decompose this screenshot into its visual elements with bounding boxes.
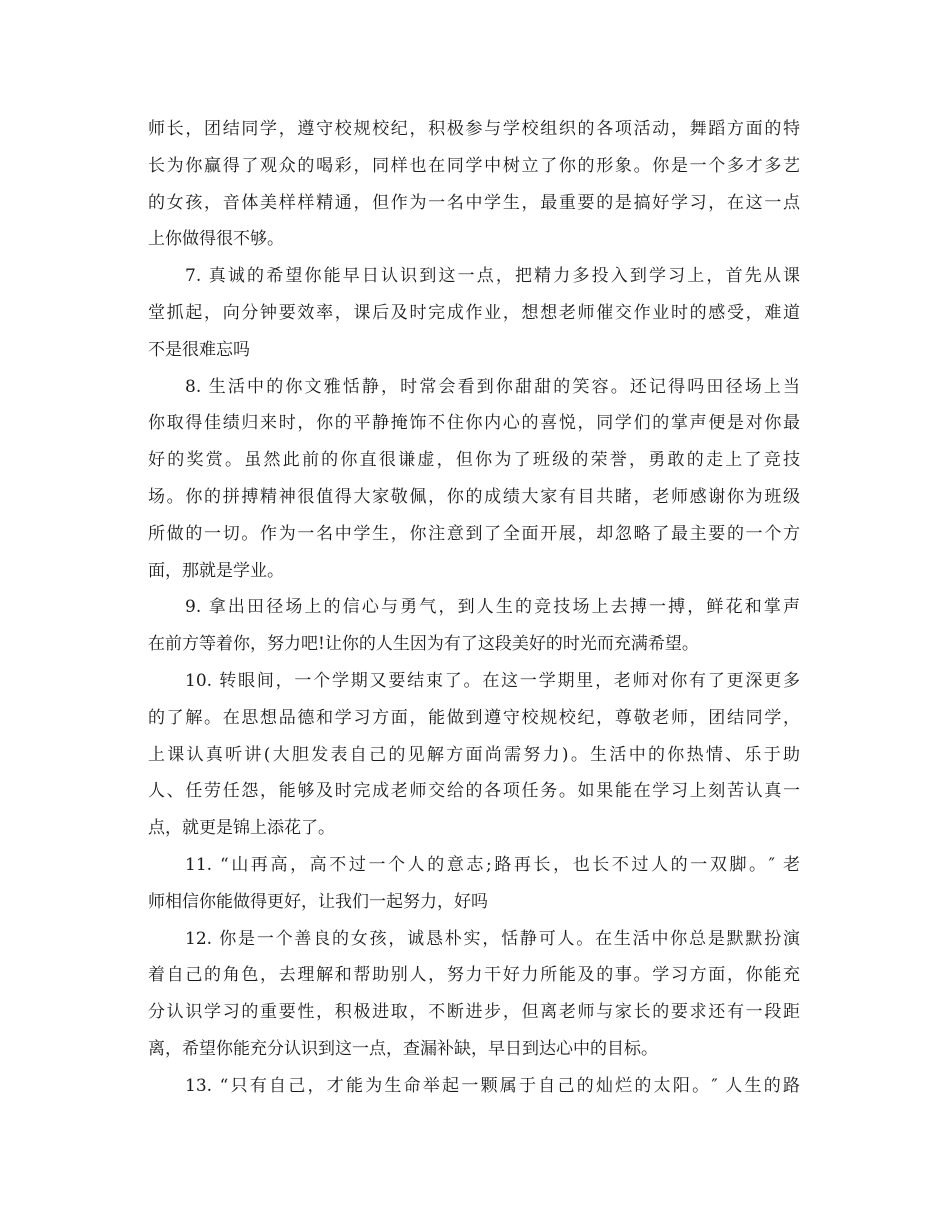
paragraph-line: 人、任劳任怨，能够及时完成老师交给的各项任务。如果能在学习上刻苦认真一 xyxy=(148,781,800,802)
paragraph-line: 7. 真诚的希望你能早日认识到这一点，把精力多投入到学习上，首先从课 xyxy=(185,266,800,287)
paragraph-line: 面，那就是学业。 xyxy=(148,560,284,581)
paragraph-line: 8. 生活中的你文雅恬静，时常会看到你甜甜的笑容。还记得吗田径场上当 xyxy=(185,376,800,397)
paragraph-line: 9. 拿出田径场上的信心与勇气，到人生的竞技场上去搏一搏，鲜花和掌声 xyxy=(185,597,800,618)
paragraph-line: 场。你的拼搏精神很值得大家敬佩，你的成绩大家有目共睹，老师感谢你为班级 xyxy=(148,486,800,507)
paragraph-line: 上你做得很不够。 xyxy=(148,229,284,250)
paragraph-line: 的了解。在思想品德和学习方面，能做到遵守校规校纪，尊敬老师，团结同学， xyxy=(148,707,800,728)
paragraph-line: 师长，团结同学，遵守校规校纪，积极参与学校组织的各项活动，舞蹈方面的特 xyxy=(148,119,800,139)
paragraph-line: 不是很难忘吗 xyxy=(148,339,250,360)
paragraph-line: 所做的一切。作为一名中学生，你注意到了全面开展，却忽略了最主要的一个方 xyxy=(148,523,800,544)
paragraph-line: 离，希望你能充分认识到这一点，查漏补缺，早日到达心中的目标。 xyxy=(148,1038,658,1059)
paragraph-line: 上课认真听讲(大胆发表自己的见解方面尚需努力)。生活中的你热情、乐于助 xyxy=(148,744,800,765)
document-body xyxy=(148,111,800,1105)
paragraph-line: 10. 转眼间，一个学期又要结束了。在这一学期里，老师对你有了更深更多 xyxy=(185,670,800,691)
paragraph-line: 师相信你能做得更好，让我们一起努力，好吗 xyxy=(148,891,488,912)
paragraph-line: 好的奖赏。虽然此前的你直很谦虚，但你为了班级的荣誉，勇敢的走上了竞技 xyxy=(148,450,800,471)
paragraph-line: 着自己的角色，去理解和帮助别人，努力干好力所能及的事。学习方面，你能充 xyxy=(148,965,800,986)
paragraph-line: 点，就更是锦上添花了。 xyxy=(148,818,335,839)
paragraph-line: 13. “只有自己，才能为生命举起一颗属于自己的灿烂的太阳。″ 人生的路 xyxy=(185,1075,800,1096)
paragraph-line: 分认识学习的重要性，积极进取，不断进步，但离老师与家长的要求还有一段距 xyxy=(148,1002,800,1023)
paragraph-line: 12. 你是一个善良的女孩，诚恳朴实，恬静可人。在生活中你总是默默扮演 xyxy=(185,928,800,949)
paragraph-line: 长为你赢得了观众的喝彩，同样也在同学中树立了你的形象。你是一个多才多艺 xyxy=(148,155,800,176)
paragraph-line: 11. “山再高，高不过一个人的意志;路再长，也长不过人的一双脚。″ 老 xyxy=(185,854,800,875)
paragraph-line: 的女孩，音体美样样精通，但作为一名中学生，最重要的是搞好学习，在这一点 xyxy=(148,192,800,213)
paragraph-line: 你取得佳绩归来时，你的平静掩饰不住你内心的喜悦，同学们的掌声便是对你最 xyxy=(148,413,800,434)
paragraph-line: 堂抓起，向分钟要效率，课后及时完成作业，想想老师催交作业时的感受，难道 xyxy=(148,302,800,323)
paragraph-line: 在前方等着你，努力吧!让你的人生因为有了这段美好的时光而充满希望。 xyxy=(148,634,699,655)
